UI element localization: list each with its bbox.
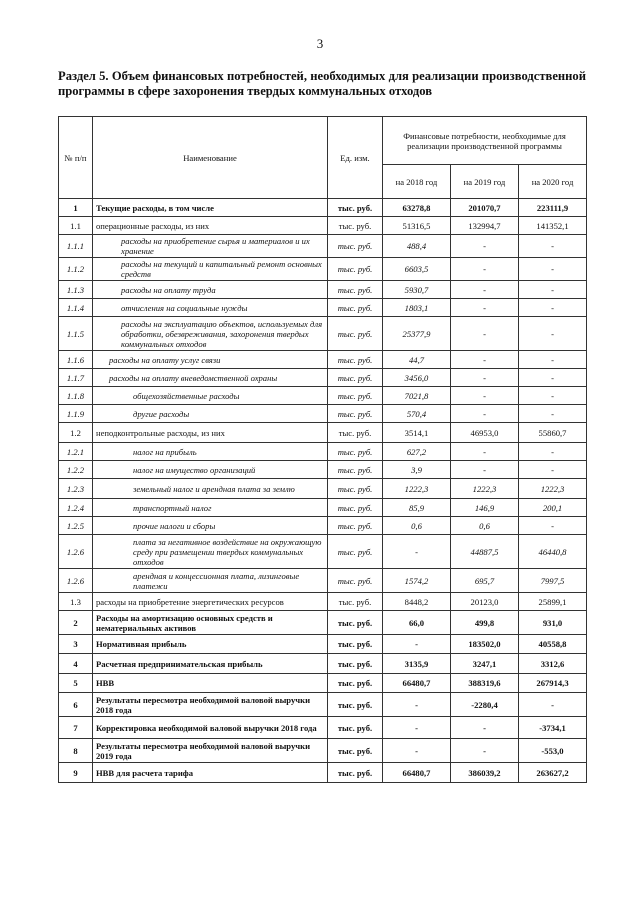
- table-row: [59, 423, 587, 443]
- row-value-2020: 267914,3: [519, 674, 587, 693]
- row-value-2019: -: [451, 317, 519, 351]
- row-value-2020: -: [519, 387, 587, 405]
- row-value-2020: -: [519, 258, 587, 281]
- row-unit: тыс. руб.: [328, 258, 383, 281]
- row-value-2018: -: [383, 635, 451, 654]
- row-value-2020: -: [519, 299, 587, 317]
- row-value-2019: -: [451, 387, 519, 405]
- row-value-2018: -: [383, 717, 451, 739]
- row-unit: тыс. руб.: [328, 635, 383, 654]
- row-number: 1.2.4: [59, 499, 93, 517]
- row-value-2018: 66480,7: [383, 674, 451, 693]
- row-value-2019: 3247,1: [451, 654, 519, 674]
- row-name: арендная и концессионная плата, лизинговые платежи: [93, 569, 328, 593]
- row-name: расходы на оплату труда: [93, 281, 328, 299]
- row-value-2019: -: [451, 443, 519, 461]
- row-unit: тыс. руб.: [328, 763, 383, 783]
- row-unit: тыс. руб.: [328, 479, 383, 499]
- table-row: [59, 635, 587, 654]
- row-value-2018: 0,6: [383, 517, 451, 535]
- row-value-2019: 1222,3: [451, 479, 519, 499]
- row-name: Нормативная прибыль: [93, 635, 328, 654]
- row-number: 1.2: [59, 423, 93, 443]
- row-value-2019: 183502,0: [451, 635, 519, 654]
- table-row: [59, 569, 587, 593]
- row-value-2020: -: [519, 405, 587, 423]
- row-number: 1.1: [59, 217, 93, 235]
- row-unit: тыс. руб.: [328, 281, 383, 299]
- row-unit: тыс. руб.: [328, 443, 383, 461]
- row-name: операционные расходы, из них: [93, 217, 328, 235]
- row-unit: тыс. руб.: [328, 317, 383, 351]
- row-value-2018: 5930,7: [383, 281, 451, 299]
- table-row: [59, 281, 587, 299]
- row-value-2019: -: [451, 281, 519, 299]
- row-value-2019: 201070,7: [451, 199, 519, 217]
- row-value-2020: -: [519, 693, 587, 717]
- row-name: Корректировка необходимой валовой выручки 2018 года: [93, 717, 328, 739]
- row-value-2020: -: [519, 281, 587, 299]
- row-number: 1.1.1: [59, 235, 93, 258]
- row-value-2018: 66,0: [383, 611, 451, 635]
- row-value-2020: 55860,7: [519, 423, 587, 443]
- row-name: налог на имущество организаций: [93, 461, 328, 479]
- table-row: [59, 479, 587, 499]
- row-value-2020: 931,0: [519, 611, 587, 635]
- table-row: [59, 499, 587, 517]
- table-row: [59, 317, 587, 351]
- row-value-2020: 7997,5: [519, 569, 587, 593]
- row-value-2018: 7021,8: [383, 387, 451, 405]
- table-row: [59, 351, 587, 369]
- row-number: 5: [59, 674, 93, 693]
- table-row: [59, 461, 587, 479]
- row-value-2019: 46953,0: [451, 423, 519, 443]
- table-row: [59, 443, 587, 461]
- row-value-2019: -2280,4: [451, 693, 519, 717]
- row-value-2019: 20123,0: [451, 593, 519, 611]
- row-value-2018: 1222,3: [383, 479, 451, 499]
- row-name: НВВ: [93, 674, 328, 693]
- table-row: [59, 717, 587, 739]
- row-number: 1.1.3: [59, 281, 93, 299]
- row-name: транспортный налог: [93, 499, 328, 517]
- row-value-2019: -: [451, 739, 519, 763]
- table-row: [59, 763, 587, 783]
- row-value-2018: -: [383, 739, 451, 763]
- row-name: Текущие расходы, в том числе: [93, 199, 328, 217]
- row-name: отчисления на социальные нужды: [93, 299, 328, 317]
- row-name: прочие налоги и сборы: [93, 517, 328, 535]
- row-value-2018: 488,4: [383, 235, 451, 258]
- row-unit: тыс. руб.: [328, 693, 383, 717]
- row-unit: тыс. руб.: [328, 717, 383, 739]
- row-unit: тыс. руб.: [328, 461, 383, 479]
- header-year-2019: на 2019 год: [451, 165, 519, 199]
- row-name: неподконтрольные расходы, из них: [93, 423, 328, 443]
- row-number: 8: [59, 739, 93, 763]
- row-name: расходы на приобретение энергетических ресурсов: [93, 593, 328, 611]
- row-value-2019: -: [451, 351, 519, 369]
- row-number: 1.2.5: [59, 517, 93, 535]
- row-value-2018: 25377,9: [383, 317, 451, 351]
- row-value-2019: 44887,5: [451, 535, 519, 569]
- row-unit: тыс. руб.: [328, 674, 383, 693]
- table-row: [59, 199, 587, 217]
- row-value-2019: 132994,7: [451, 217, 519, 235]
- row-number: 1.1.9: [59, 405, 93, 423]
- row-value-2019: -: [451, 235, 519, 258]
- row-name: другие расходы: [93, 405, 328, 423]
- row-number: 1.2.3: [59, 479, 93, 499]
- row-value-2019: -: [451, 461, 519, 479]
- row-value-2020: -553,0: [519, 739, 587, 763]
- row-number: 7: [59, 717, 93, 739]
- row-value-2018: 51316,5: [383, 217, 451, 235]
- row-value-2019: 499,8: [451, 611, 519, 635]
- row-value-2019: -: [451, 369, 519, 387]
- row-value-2020: -: [519, 517, 587, 535]
- row-unit: тыс. руб.: [328, 499, 383, 517]
- row-number: 6: [59, 693, 93, 717]
- table-row: [59, 217, 587, 235]
- row-value-2018: 3456,0: [383, 369, 451, 387]
- row-value-2020: -3734,1: [519, 717, 587, 739]
- table-row: [59, 235, 587, 258]
- header-group: Финансовые потребности, необходимые для реализации производственной программы: [383, 117, 587, 165]
- table-row: [59, 739, 587, 763]
- row-name: Результаты пересмотра необходимой валовой выручки 2018 года: [93, 693, 328, 717]
- row-value-2019: 695,7: [451, 569, 519, 593]
- row-number: 1.1.4: [59, 299, 93, 317]
- row-unit: тыс. руб.: [328, 739, 383, 763]
- row-value-2018: -: [383, 693, 451, 717]
- row-value-2018: 3514,1: [383, 423, 451, 443]
- row-value-2020: -: [519, 461, 587, 479]
- row-value-2020: -: [519, 235, 587, 258]
- row-number: 2: [59, 611, 93, 635]
- row-unit: тыс. руб.: [328, 351, 383, 369]
- row-number: 1.1.7: [59, 369, 93, 387]
- row-value-2019: 0,6: [451, 517, 519, 535]
- row-value-2018: 8448,2: [383, 593, 451, 611]
- table-body: [59, 199, 587, 783]
- row-number: 1.1.2: [59, 258, 93, 281]
- row-value-2020: -: [519, 317, 587, 351]
- row-number: 9: [59, 763, 93, 783]
- row-name: земельный налог и арендная плата за землю: [93, 479, 328, 499]
- row-value-2018: 1574,2: [383, 569, 451, 593]
- row-value-2018: 63278,8: [383, 199, 451, 217]
- row-unit: тыс. руб.: [328, 235, 383, 258]
- row-unit: тыс. руб.: [328, 405, 383, 423]
- table-row: [59, 693, 587, 717]
- row-number: 1.2.2: [59, 461, 93, 479]
- row-number: 1.1.5: [59, 317, 93, 351]
- header-year-2018: на 2018 год: [383, 165, 451, 199]
- table-row: [59, 535, 587, 569]
- row-name: Расходы на амортизацию основных средств и нематериальных активов: [93, 611, 328, 635]
- row-value-2018: 85,9: [383, 499, 451, 517]
- row-value-2020: -: [519, 351, 587, 369]
- row-number: 1: [59, 199, 93, 217]
- row-value-2018: 3135,9: [383, 654, 451, 674]
- table-row: [59, 654, 587, 674]
- row-value-2020: 46440,8: [519, 535, 587, 569]
- row-value-2020: 40558,8: [519, 635, 587, 654]
- row-unit: тыс. руб.: [328, 517, 383, 535]
- table-row: [59, 405, 587, 423]
- row-unit: тыс. руб.: [328, 369, 383, 387]
- row-value-2019: -: [451, 717, 519, 739]
- row-value-2020: 3312,6: [519, 654, 587, 674]
- row-value-2020: -: [519, 443, 587, 461]
- header-year-2020: на 2020 год: [519, 165, 587, 199]
- row-number: 1.3: [59, 593, 93, 611]
- row-unit: тыс. руб.: [328, 217, 383, 235]
- row-unit: тыс. руб.: [328, 535, 383, 569]
- row-name: плата за негативное воздействие на окружающую среду при размещении твердых коммунальных отходов: [93, 535, 328, 569]
- row-name: расходы на оплату услуг связи: [93, 351, 328, 369]
- row-unit: тыс. руб.: [328, 593, 383, 611]
- row-number: 3: [59, 635, 93, 654]
- row-unit: тыс. руб.: [328, 654, 383, 674]
- table-row: [59, 369, 587, 387]
- row-value-2018: 3,9: [383, 461, 451, 479]
- row-name: Результаты пересмотра необходимой валовой выручки 2019 года: [93, 739, 328, 763]
- row-value-2020: -: [519, 369, 587, 387]
- row-value-2020: 1222,3: [519, 479, 587, 499]
- row-name: расходы на текущий и капитальный ремонт основных средств: [93, 258, 328, 281]
- row-value-2019: -: [451, 299, 519, 317]
- row-value-2020: 141352,1: [519, 217, 587, 235]
- row-value-2019: 386039,2: [451, 763, 519, 783]
- row-unit: тыс. руб.: [328, 387, 383, 405]
- financial-needs-table: [58, 116, 587, 783]
- row-name: общехозяйственные расходы: [93, 387, 328, 405]
- header-name: Наименование: [93, 117, 328, 199]
- page-number: 3: [316, 36, 324, 51]
- row-value-2019: -: [451, 258, 519, 281]
- table-row: [59, 674, 587, 693]
- row-number: 1.2.1: [59, 443, 93, 461]
- row-number: 1.2.6: [59, 569, 93, 593]
- row-number: 1.1.8: [59, 387, 93, 405]
- row-name: Расчетная предпринимательская прибыль: [93, 654, 328, 674]
- row-unit: тыс. руб.: [328, 199, 383, 217]
- row-name: расходы на оплату вневедомственной охраны: [93, 369, 328, 387]
- table-row: [59, 517, 587, 535]
- header-unit: Ед. изм.: [328, 117, 383, 199]
- row-value-2018: 570,4: [383, 405, 451, 423]
- row-number: 1.1.6: [59, 351, 93, 369]
- table-row: [59, 593, 587, 611]
- row-value-2020: 223111,9: [519, 199, 587, 217]
- row-name: расходы на приобретение сырья и материалов и их хранение: [93, 235, 328, 258]
- table-row: [59, 611, 587, 635]
- row-value-2018: 1803,1: [383, 299, 451, 317]
- row-value-2020: 25899,1: [519, 593, 587, 611]
- row-unit: тыс. руб.: [328, 299, 383, 317]
- row-number: 4: [59, 654, 93, 674]
- row-unit: тыс. руб.: [328, 423, 383, 443]
- row-number: 1.2.6: [59, 535, 93, 569]
- row-value-2020: 263627,2: [519, 763, 587, 783]
- section-title: Раздел 5. Объем финансовых потребностей, необходимых для реализации производственной программы в сфере захоронения твердых коммунальных отходов: [58, 69, 586, 98]
- row-value-2018: 627,2: [383, 443, 451, 461]
- row-name: налог на прибыль: [93, 443, 328, 461]
- row-unit: тыс. руб.: [328, 611, 383, 635]
- row-name: расходы на эксплуатацию объектов, используемых для обработки, обезвреживания, захоронения твердых коммунальных отходов: [93, 317, 328, 351]
- row-name: НВВ для расчета тарифа: [93, 763, 328, 783]
- row-value-2018: 44,7: [383, 351, 451, 369]
- row-value-2019: 388319,6: [451, 674, 519, 693]
- row-unit: тыс. руб.: [328, 569, 383, 593]
- table-row: [59, 387, 587, 405]
- table-row: [59, 299, 587, 317]
- row-value-2018: 66480,7: [383, 763, 451, 783]
- row-value-2019: 146,9: [451, 499, 519, 517]
- row-value-2019: -: [451, 405, 519, 423]
- row-value-2018: -: [383, 535, 451, 569]
- row-value-2020: 200,1: [519, 499, 587, 517]
- table-row: [59, 258, 587, 281]
- header-num: № п/п: [59, 117, 93, 199]
- row-value-2018: 6603,5: [383, 258, 451, 281]
